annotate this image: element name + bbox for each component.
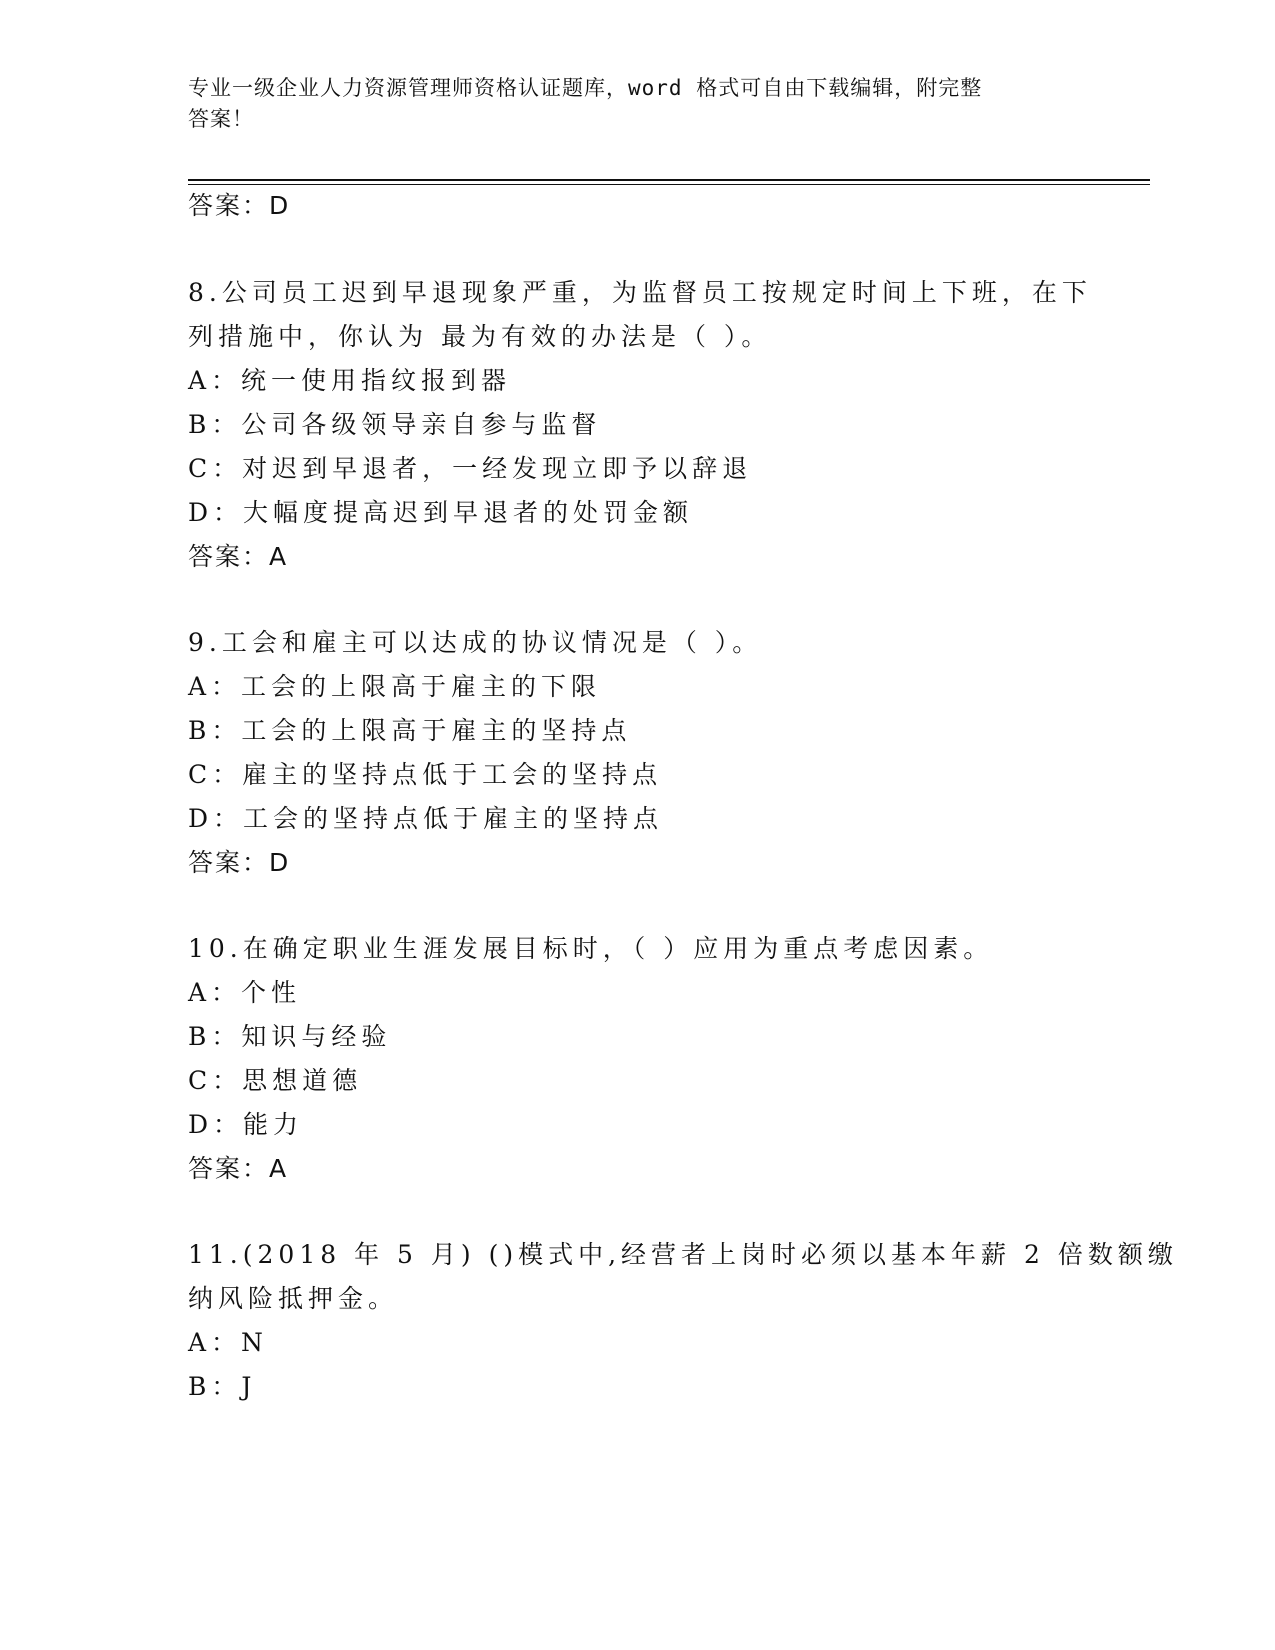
question-10-option-b: B：知识与经验 [188,1022,392,1051]
question-9-option-b: B：工会的上限高于雇主的坚持点 [188,716,632,745]
question-9-option-a: A：工会的上限高于雇主的下限 [188,672,602,701]
document-header [188,73,1088,135]
header-line-2: 答案！ [188,107,254,131]
question-11-text-line-2: 纳风险抵押金。 [188,1284,399,1313]
answer-q8: 答案：A [188,542,289,571]
question-8-option-c: C：对迟到早退者，一经发现立即予以辞退 [188,454,753,483]
header-line-1: 专业一级企业人力资源管理师资格认证题库，word 格式可自由下载编辑，附完整 [188,76,983,100]
question-10-option-d: D：能力 [188,1110,304,1139]
question-8-option-a: A：统一使用指纹报到器 [188,366,512,395]
header-rule-thin [188,184,1150,185]
answer-q9: 答案：D [188,848,291,877]
question-8-option-b: B：公司各级领导亲自参与监督 [188,410,602,439]
question-9-option-d: D：工会的坚持点低于雇主的坚持点 [188,804,664,833]
question-10-text: 10.在确定职业生涯发展目标时，（ ）应用为重点考虑因素。 [188,934,994,963]
question-9-option-c: C：雇主的坚持点低于工会的坚持点 [188,760,663,789]
question-8-text-line-2: 列措施中，你认为 最为有效的办法是（ ）。 [188,322,772,351]
question-8-text-line-1: 8.公司员工迟到早退现象严重，为监督员工按规定时间上下班，在下 [188,278,1092,307]
answer-q7: 答案：D [188,191,291,220]
question-11-option-a: A：N [188,1328,268,1357]
question-11-option-b: B：J [188,1372,257,1401]
question-8-option-d: D：大幅度提高迟到早退者的处罚金额 [188,498,694,527]
question-11-text-line-1: 11.(2018 年 5 月) ()模式中,经营者上岗时必须以基本年薪 2 倍数额缴 [188,1240,1178,1269]
question-10-option-c: C：思想道德 [188,1066,363,1095]
question-10-option-a: A：个性 [188,978,302,1007]
question-9-text: 9.工会和雇主可以达成的协议情况是（ ）。 [188,628,763,657]
answer-q10: 答案：A [188,1154,289,1183]
header-rule-thick [188,179,1150,181]
